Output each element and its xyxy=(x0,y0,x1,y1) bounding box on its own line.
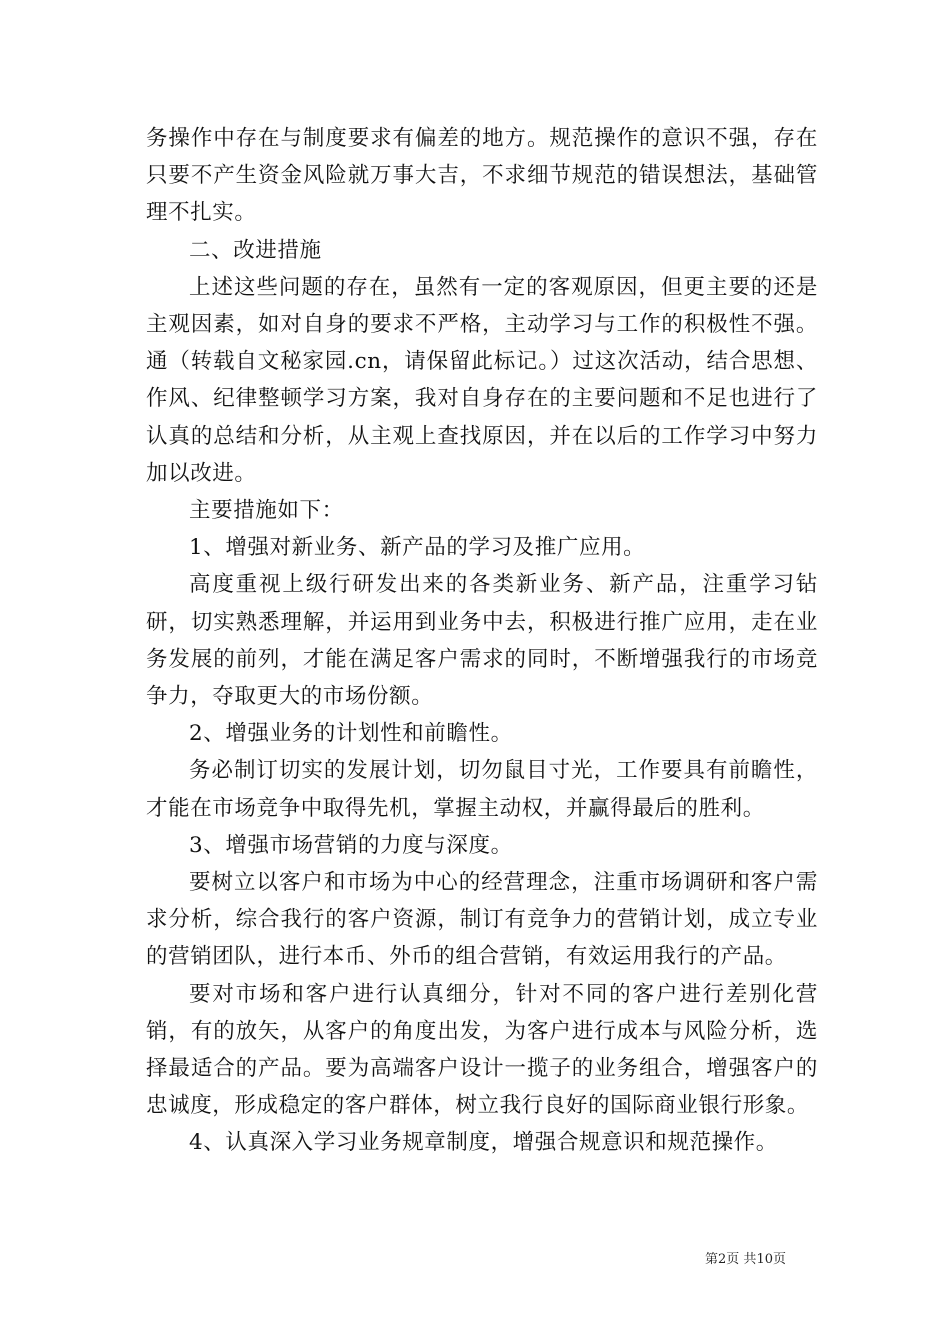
current-page-number: 2 xyxy=(718,1252,727,1267)
paragraph-continuation: 务操作中存在与制度要求有偏差的地方。规范操作的意识不强，存在只要不产生资金风险就万事大吉，不求细节规范的错误想法，基础管理不扎实。 xyxy=(146,126,818,226)
footer-prefix: 第 xyxy=(705,1252,719,1267)
list-item-heading: 3、增强市场营销的力度与深度。 xyxy=(189,832,513,858)
paragraph: 上述这些问题的存在，虽然有一定的客观原因，但更主要的还是主观因素，如对自身的要求不严格，主动学习与工作的积极性不强。通（转载自文秘家园.cn，请保留此标记。）过这次活动，结合思想、作风、纪律整顿学习方案，我对自身存在的主要问题和不足也进行了认真的总结和分析，从主观上查找原因，并在以后的工作学习中努力加以改进。 xyxy=(146,274,818,486)
page-number-footer xyxy=(705,1248,786,1267)
list-item-heading: 1、增强对新业务、新产品的学习及推广应用。 xyxy=(189,535,646,561)
paragraph: 务必制订切实的发展计划，切勿鼠目寸光，工作要具有前瞻性，才能在市场竞争中取得先机，掌握主动权，并赢得最后的胜利。 xyxy=(146,758,818,821)
document-body xyxy=(146,120,818,1162)
paragraph: 要对市场和客户进行认真细分，针对不同的客户进行差别化营销，有的放矢，从客户的角度出发，为客户进行成本与风险分析，选择最适合的产品。要为高端客户设计一揽子的业务组合，增强客户的忠诚度，形成稳定的客户群体，树立我行良好的国际商业银行形象。 xyxy=(146,981,818,1119)
section-heading: 二、改进措施 xyxy=(189,237,322,263)
paragraph: 要树立以客户和市场为中心的经营理念，注重市场调研和客户需求分析，综合我行的客户资源，制订有竞争力的营销计划，成立专业的营销团队，进行本币、外币的组合营销，有效运用我行的产品。 xyxy=(146,870,818,970)
list-item-heading: 4、认真深入学习业务规章制度，增强合规意识和规范操作。 xyxy=(189,1130,778,1156)
footer-suffix: 页 xyxy=(772,1252,786,1267)
paragraph: 高度重视上级行研发出来的各类新业务、新产品，注重学习钻研，切实熟悉理解，并运用到业务中去，积极进行推广应用，走在业务发展的前列，才能在满足客户需求的同时，不断增强我行的市场竞争力，夺取更大的市场份额。 xyxy=(146,572,818,710)
total-page-count: 10 xyxy=(756,1252,773,1267)
footer-middle: 页 共 xyxy=(726,1252,757,1267)
list-item-heading: 2、增强业务的计划性和前瞻性。 xyxy=(189,721,513,747)
paragraph: 主要措施如下： xyxy=(189,498,344,524)
